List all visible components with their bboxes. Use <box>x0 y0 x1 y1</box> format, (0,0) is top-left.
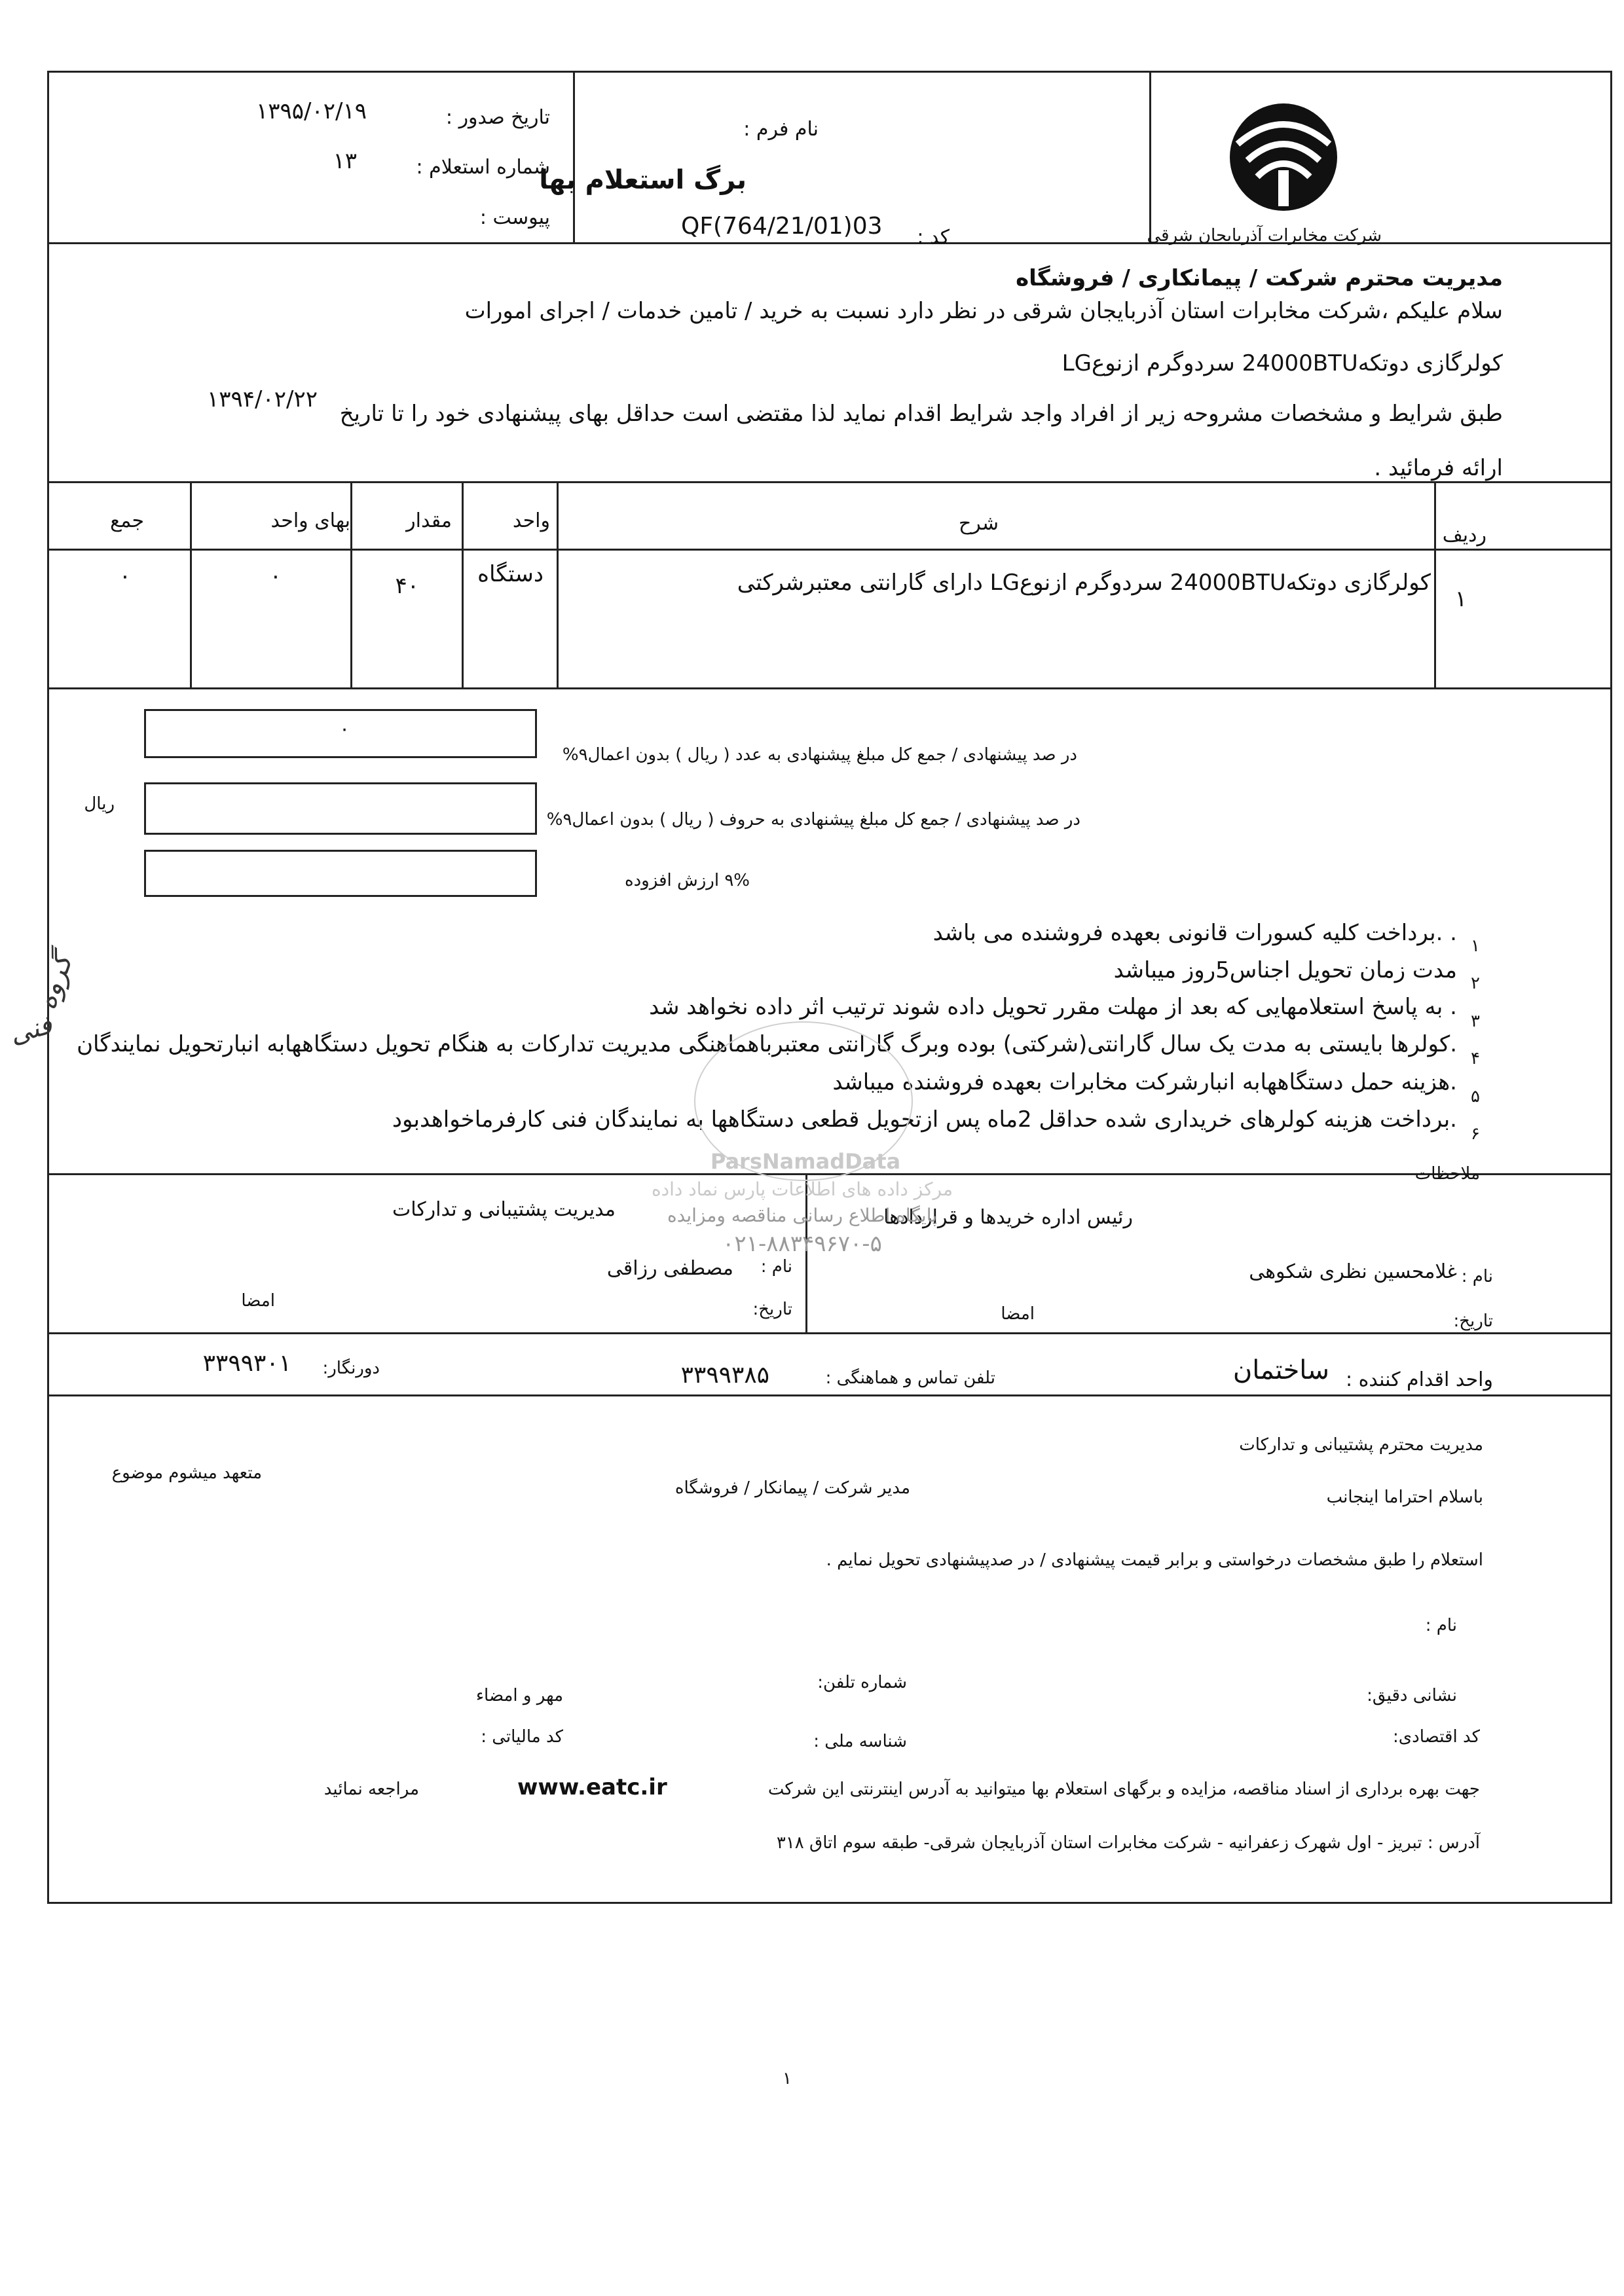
watermark-phone: ۰۲۱-۸۸۳۴۹۶۷۰-۵ <box>722 1231 882 1257</box>
response-addressee: مدیریت محترم پشتیبانی و تدارکات <box>1239 1435 1483 1455</box>
total-numeric-label: در صد پیشنهادی / جمع کل مبلغ پیشنهادی به عدد ( ریال ) بدون اعمال۹% <box>562 745 1077 765</box>
condition-text: . .برداخت کلیه کسورات قانونی بعهده فروشنده می باشد <box>932 920 1457 946</box>
form-frame <box>47 71 1612 1904</box>
condition-number: ۱ <box>1471 936 1480 956</box>
watermark-line1: مرکز داده های اطلاعات پارس نماد داده <box>652 1178 953 1200</box>
company-name: شرکت مخابرات آذربایجان شرقی <box>1147 226 1382 246</box>
intro-conditions: طبق شرایط و مشخصات مشروحه زیر از افراد واجد شرایط اقدام نماید لذا مقتضی است حداقل بهای پیشنهادی خود را تا تاریخ <box>339 401 1503 427</box>
vat-box[interactable] <box>144 850 537 897</box>
acting-unit-label: واحد اقدام کننده : <box>1345 1368 1493 1391</box>
attachment-label: پیوست : <box>479 206 550 229</box>
response-national-id-label: شناسه ملی : <box>813 1732 907 1751</box>
code-label: کد : <box>917 226 950 249</box>
purchasing-head-name: غلامحسین نظری شکوهی <box>1249 1260 1457 1283</box>
issue-date-value: ۱۳۹۵/۰۲/۱۹ <box>255 98 367 124</box>
condition-number: ۵ <box>1471 1087 1480 1106</box>
table-cell-quantity: ۴۰ <box>395 573 419 599</box>
watermark-brand: ParsNamadData <box>710 1149 901 1174</box>
total-numeric-value: ۰ <box>339 718 350 740</box>
intro-closing: ارائه فرمائید . <box>1374 455 1503 481</box>
response-address-label: نشانی دقیق: <box>1367 1686 1457 1705</box>
phone-value: ۳۳۹۹۳۸۵ <box>680 1362 769 1389</box>
fax-value: ۳۳۹۹۳۰۱ <box>202 1350 291 1377</box>
total-words-box[interactable] <box>144 782 537 835</box>
company-address: آدرس : تبریز - اول شهرک زعفرانیه - شرکت مخابرات استان آذربایجان شرقی- طبقه سوم اتاق ۳۱۸ <box>776 1833 1480 1853</box>
col-sep-unit <box>462 481 464 687</box>
deadline-date: ۱۳۹۴/۰۲/۲۲ <box>206 386 318 412</box>
col-header-unit-price: بهای واحد <box>270 509 350 532</box>
table-cell-row: ۱ <box>1454 586 1467 612</box>
signature-name-label: نام : <box>760 1257 792 1277</box>
response-website-note: جهت بهره برداری از اسناد مناقصه، مزایده و برگهای استعلام بها میتوانید به آدرس اینترنتی این شرکت <box>767 1779 1480 1799</box>
watermark-line2: پایگاه اطلاع رسانی مناقصه ومزایده <box>667 1205 938 1226</box>
condition-number: ۳ <box>1471 1011 1480 1031</box>
intro-subject: کولرگازی دوتکه24000BTU سردوگرم ازنوعLG <box>1061 350 1503 376</box>
inquiry-number-value: ۱۳ <box>333 148 357 174</box>
support-manager-name: مصطفی رزاقی <box>606 1257 733 1280</box>
condition-number: ۶ <box>1471 1124 1480 1144</box>
col-sep-qty <box>350 481 352 687</box>
signature-sign-label: امضا <box>241 1291 275 1311</box>
code-value: QF(764/21/01)03 <box>681 213 883 240</box>
col-header-quantity: مقدار <box>406 509 452 532</box>
table-cell-unit: دستگاه <box>477 561 544 587</box>
table-header-divider <box>47 549 1612 551</box>
condition-text: .کولرها بایستی به مدت یک سال گارانتی(شرکتی) بوده وبرگ گارانتی معتبرباهماهنگی مدیریت تدارکات به هنگام تحویل دستگاههابه انبارتحویل نمایندگان <box>77 1031 1457 1057</box>
header-sep-left <box>573 71 575 242</box>
response-phone-label: شماره تلفن: <box>817 1673 907 1692</box>
contact-divider <box>47 1394 1612 1396</box>
condition-number: ۴ <box>1471 1049 1480 1068</box>
col-header-description: شرح <box>958 512 999 535</box>
purchasing-head-title: رئیس اداره خریدها و قراردادها <box>883 1206 1133 1229</box>
table-bottom-divider <box>47 687 1612 689</box>
col-header-unit: واحد <box>512 509 550 532</box>
inquiry-number-label: شماره استعلام : <box>416 156 550 179</box>
table-cell-description: کولرگازی دوتکه24000BTU سردوگرم ازنوعLG دارای گارانتی معتبرشرکتی <box>737 570 1431 596</box>
form-name-label: نام فرم : <box>743 118 819 141</box>
acting-unit-value: ساختمان <box>1232 1355 1329 1385</box>
notes-label: ملاحظات <box>1414 1164 1480 1184</box>
form-title: برگ استعلام بها <box>539 165 747 195</box>
table-cell-unit-price: ۰ <box>269 563 282 589</box>
signature-date-label: تاریخ: <box>752 1300 792 1319</box>
header-sep-right <box>1149 71 1151 242</box>
website-link[interactable]: www.eatc.ir <box>517 1774 667 1800</box>
issue-date-label: تاریخ صدور : <box>445 106 550 129</box>
intro-divider <box>47 481 1612 483</box>
response-greeting: باسلام احتراما اینجانب <box>1326 1487 1483 1507</box>
response-economic-code-label: کد اقتصادی: <box>1393 1727 1480 1747</box>
condition-text: مدت زمان تحویل اجناس5روز میباشد <box>1113 957 1457 983</box>
rial-label: ریال <box>84 794 115 814</box>
response-manager-label: مدیر شرکت / پیمانکار / فروشگاه <box>674 1478 910 1498</box>
signature-divider <box>47 1332 1612 1334</box>
col-header-row: ردیف <box>1442 524 1486 547</box>
handwritten-note: گروه <box>29 949 79 1014</box>
company-logo <box>1218 98 1349 213</box>
signature-name-label: نام : <box>1461 1267 1493 1286</box>
signature-sign-label: امضا <box>1001 1304 1035 1324</box>
table-cell-total: ۰ <box>119 563 131 589</box>
total-numeric-box[interactable] <box>144 709 537 758</box>
vat-label: ۹% ارزش افزوده <box>624 871 750 890</box>
fax-label: دورنگار: <box>322 1358 380 1378</box>
page-number: ۱ <box>783 2069 792 2088</box>
col-sep-desc <box>557 481 559 687</box>
response-tax-code-label: کد مالیاتی : <box>481 1727 563 1747</box>
col-header-total: جمع <box>110 509 144 532</box>
handwritten-note: فنی <box>7 1010 56 1050</box>
condition-text: . به پاسخ استعلامهایی که بعد از مهلت مقرر تحویل داده شوند ترتیب اثر داده نخواهد شد <box>649 994 1457 1020</box>
response-refer: مراجعه نمائید <box>323 1779 419 1799</box>
condition-number: ۲ <box>1471 974 1480 993</box>
col-sep-price <box>190 481 192 687</box>
condition-text: .برداخت هزینه کولرهای خریداری شده حداقل 2ماه پس ازتحویل قطعی دستگاهها به نمایندگان فنی کارفرماخواهدبود <box>392 1106 1457 1133</box>
signature-date-label: تاریخ: <box>1453 1311 1493 1331</box>
col-sep-row <box>1434 481 1436 687</box>
total-words-label: در صد پیشنهادی / جمع کل مبلغ پیشنهادی به حروف ( ریال ) بدون اعمال۹% <box>546 810 1080 829</box>
response-commitment: متعهد میشوم موضوع <box>111 1463 262 1483</box>
intro-salutation: مدیریت محترم شرکت / پیمانکاری / فروشگاه <box>1016 265 1503 291</box>
support-manager-title: مدیریت پشتیبانی و تدارکات <box>392 1198 616 1221</box>
intro-text: سلام علیکم ،شرکت مخابرات استان آذربایجان شرقی در نظر دارد نسبت به خرید / تامین خدمات / اجرای امورات <box>464 298 1503 324</box>
response-stamp-label: مهر و امضاء <box>475 1686 563 1705</box>
phone-label: تلفن تماس و هماهنگی : <box>825 1368 995 1388</box>
response-name-label: نام : <box>1425 1616 1457 1635</box>
response-statement: استعلام را طبق مشخصات درخواستی و برابر قیمت پیشنهادی / در صدپیشنهادی تحویل نمایم . <box>826 1550 1483 1570</box>
condition-text: .هزینه حمل دستگاههابه انبارشرکت مخابرات بعهده فروشنده میباشد <box>832 1069 1457 1095</box>
